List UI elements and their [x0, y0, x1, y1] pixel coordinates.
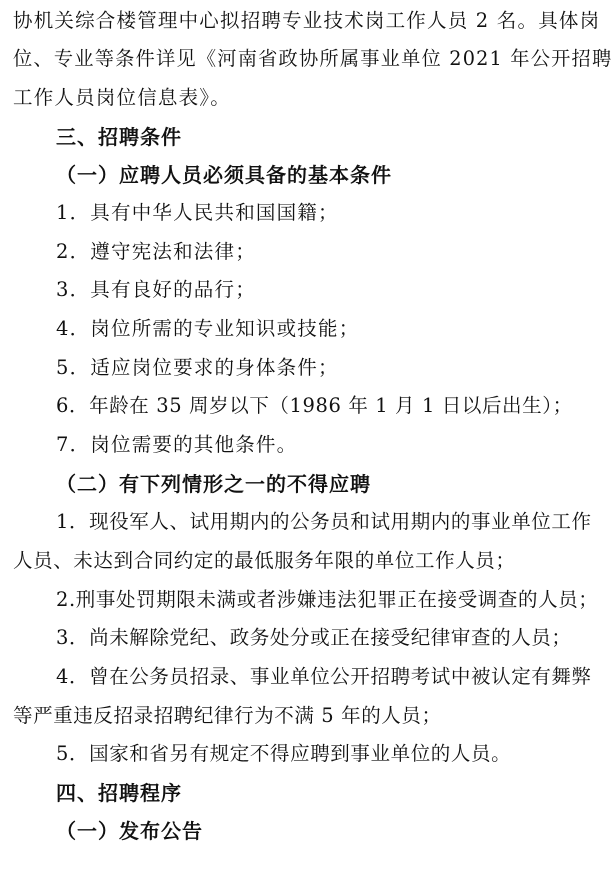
- basic-condition-item-6: 6．年龄在 35 周岁以下（1986 年 1 月 1 日以后出生）；: [56, 394, 573, 417]
- basic-condition-item-3: 3．具有良好的品行；: [56, 278, 256, 301]
- section-three-title: 三、招聘条件: [56, 125, 182, 149]
- disqualification-item-2: 2.刑事处罚期限未满或者涉嫌违法犯罪正在接受调查的人员；: [56, 588, 599, 611]
- disqualification-item-4-line-2: 等严重违反招录招聘纪律行为不满 5 年的人员；: [13, 704, 442, 727]
- section-four-part-one-title: （一）发布公告: [56, 819, 203, 843]
- intro-line-2: 位、专业等条件详见《河南省政协所属事业单位 2021 年公开招聘: [13, 47, 613, 70]
- intro-line-1: 协机关综合楼管理中心拟招聘专业技术岗工作人员 2 名。具体岗: [13, 9, 601, 32]
- basic-condition-item-5: 5．适应岗位要求的身体条件；: [56, 356, 339, 379]
- basic-condition-item-4: 4．岗位所需的专业知识或技能；: [56, 317, 360, 340]
- intro-line-3: 工作人员岗位信息表》。: [13, 86, 231, 109]
- disqualification-item-1-line-2: 人员、未达到合同约定的最低服务年限的单位工作人员；: [13, 549, 516, 572]
- section-three-part-two-title: （二）有下列情形之一的不得应聘: [56, 472, 371, 496]
- basic-condition-item-2: 2．遵守宪法和法律；: [56, 240, 256, 263]
- disqualification-item-5: 5．国家和省另有规定不得应聘到事业单位的人员。: [56, 742, 512, 765]
- disqualification-item-4-line-1: 4．曾在公务员招录、事业单位公开招聘考试中被认定有舞弊: [56, 665, 592, 688]
- disqualification-item-3: 3．尚未解除党纪、政务处分或正在接受纪律审查的人员；: [56, 626, 572, 649]
- disqualification-item-1-line-1: 1．现役军人、试用期内的公务员和试用期内的事业单位工作: [56, 510, 592, 533]
- section-three-part-one-title: （一）应聘人员必须具备的基本条件: [56, 163, 392, 187]
- basic-condition-item-1: 1．具有中华人民共和国国籍；: [56, 201, 339, 224]
- basic-condition-item-7: 7．岗位需要的其他条件。: [56, 433, 298, 456]
- section-four-title: 四、招聘程序: [56, 781, 182, 805]
